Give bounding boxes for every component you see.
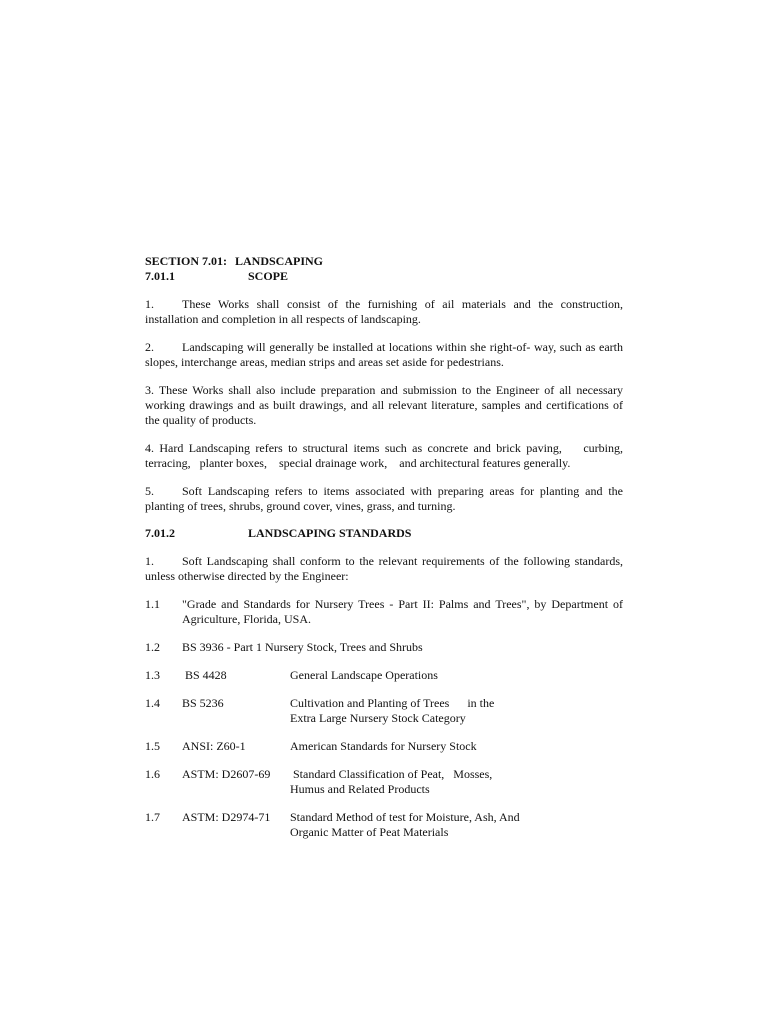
standard-1-3: 1.3 BS 4428 General Landscape Operations: [145, 668, 438, 682]
scope-title: SCOPE: [248, 269, 289, 283]
standard-1-6: 1.6 ASTM: D2607-69 Standard Classification of Peat, Mosses, Humus and Related Products: [145, 767, 496, 796]
standards-number: 7.01.2: [145, 526, 175, 540]
section-heading: [145, 254, 623, 269]
standard-1-2: 1.2 BS 3936 - Part 1 Nursery Stock, Trees and Shrubs: [145, 640, 423, 654]
scope-item-3: 3. These Works shall also include preparation and submission to the Engineer of all necessary working drawings and as built drawings, and all relevant literature, samples and certifications of the quality of products.: [145, 383, 623, 427]
standards-heading: [145, 526, 623, 541]
scope-heading: [145, 269, 623, 284]
document-page: [145, 254, 627, 840]
standard-1-7: 1.7 ASTM: D2974-71 Standard Method of test for Moisture, Ash, And Organic Matter of Peat Materials: [145, 810, 520, 839]
scope-item-2: 2. Landscaping will generally be installed at locations within she right-of- way, such as earth slopes, interchange areas, median strips and areas set aside for pedestrians.: [145, 340, 623, 369]
scope-item-1: 1. These Works shall consist of the furnishing of ail materials and the construction, installation and completion in all respects of landscaping.: [145, 297, 623, 326]
section-number: SECTION 7.01:: [145, 254, 228, 268]
standards-intro: 1. Soft Landscaping shall conform to the relevant requirements of the following standards, unless otherwise directed by the Engineer:: [145, 554, 623, 583]
scope-item-5: 5. Soft Landscaping refers to items associated with preparing areas for planting and the planting of trees, shrubs, ground cover, vines, grass, and turning.: [145, 484, 623, 513]
section-title: LANDSCAPING: [235, 254, 324, 268]
standard-1-5: 1.5 ANSI: Z60-1 American Standards for Nursery Stock: [145, 739, 477, 753]
scope-number: 7.01.1: [145, 269, 175, 283]
standard-1-1: 1.1 "Grade and Standards for Nursery Trees - Part II: Palms and Trees", by Department of Agriculture, Florida, USA.: [145, 597, 623, 626]
standards-title: LANDSCAPING STANDARDS: [248, 526, 412, 540]
standard-1-4: 1.4 BS 5236 Cultivation and Planting of Trees in the Extra Large Nursery Stock Category: [145, 696, 498, 725]
scope-item-4: 4. Hard Landscaping refers to structural items such as concrete and brick paving, curbing, terracing, planter boxes, special drainage work, and architectural features generally.: [145, 441, 627, 470]
